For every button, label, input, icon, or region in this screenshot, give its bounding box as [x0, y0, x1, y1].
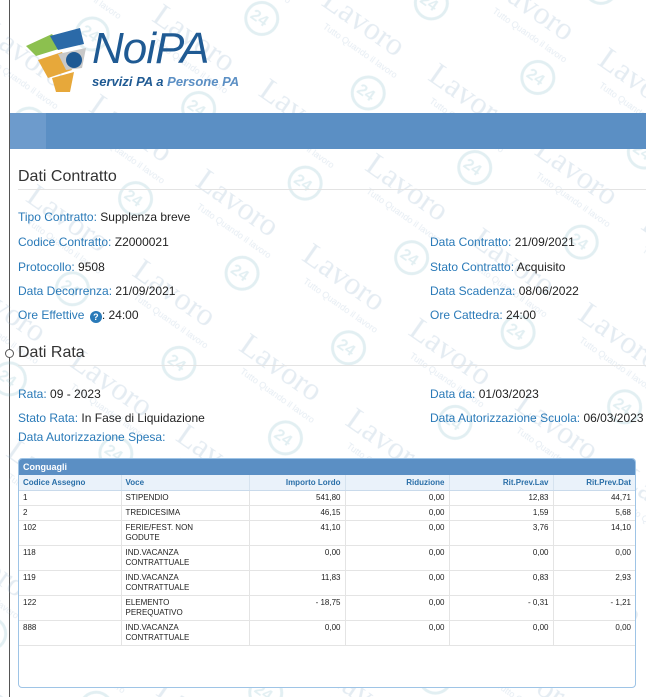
column-header-codice[interactable]: Codice Assegno: [19, 475, 121, 491]
cell-voce: IND.VACANZA CONTRATTUALE: [121, 546, 249, 571]
cell-rit-lav: 12,83: [449, 491, 553, 506]
cell-voce: FERIE/FEST. NON GODUTE: [121, 521, 249, 546]
cell-rit-dat: 44,71: [553, 491, 635, 506]
data-scadenza-field: Data Scadenza: 08/06/2022: [430, 284, 579, 298]
help-icon[interactable]: ?: [90, 311, 102, 323]
conguagli-table: [19, 475, 635, 646]
stato-rata-field: Stato Rata: In Fase di Liquidazione: [18, 411, 205, 425]
cell-codice: 122: [19, 596, 121, 621]
table-header-row: [19, 475, 635, 491]
noipa-logo-mark: [22, 26, 92, 96]
cell-rit-dat: - 1,21: [553, 596, 635, 621]
column-header-voce[interactable]: Voce: [121, 475, 249, 491]
logo-tagline: servizi PA a Persone PA: [92, 74, 240, 89]
cell-importo: 41,10: [249, 521, 345, 546]
cell-rit-lav: - 0,31: [449, 596, 553, 621]
column-header-riduzione[interactable]: Riduzione: [345, 475, 449, 491]
protocollo-field: Protocollo: 9508: [18, 260, 105, 274]
frame-marker: [5, 349, 14, 358]
cell-codice: 118: [19, 546, 121, 571]
cell-riduzione: 0,00: [345, 546, 449, 571]
data-aut-scuola-field: Data Autorizzazione Scuola: 06/03/2023: [430, 411, 644, 425]
rata-section-title: Dati Rata: [18, 344, 85, 361]
cell-rit-dat: 5,68: [553, 506, 635, 521]
data-aut-spesa-field: Data Autorizzazione Spesa:: [18, 430, 166, 444]
codice-contratto-field: Codice Contratto: Z2000021: [18, 235, 169, 249]
noipa-logo[interactable]: [22, 22, 262, 102]
header-banner: [10, 113, 646, 149]
conguagli-title: Conguagli: [19, 459, 635, 475]
cell-importo: - 18,75: [249, 596, 345, 621]
ore-cattedra-field: Ore Cattedra: 24:00: [430, 308, 537, 322]
data-da-field: Data da: 01/03/2023: [430, 387, 539, 401]
cell-codice: 102: [19, 521, 121, 546]
cell-rit-lav: 1,59: [449, 506, 553, 521]
cell-riduzione: 0,00: [345, 571, 449, 596]
rata-field: Rata: 09 - 2023: [18, 387, 101, 401]
stato-contratto-field: Stato Contratto: Acquisito: [430, 260, 566, 274]
cell-rit-lav: 3,76: [449, 521, 553, 546]
cell-riduzione: 0,00: [345, 506, 449, 521]
section-divider: [18, 365, 646, 366]
cell-voce: ELEMENTO PEREQUATIVO: [121, 596, 249, 621]
tipo-contratto-field: Tipo Contratto: Supplenza breve: [18, 210, 191, 224]
cell-rit-lav: 0,00: [449, 621, 553, 646]
cell-codice: 119: [19, 571, 121, 596]
cell-codice: 1: [19, 491, 121, 506]
cell-voce: STIPENDIO: [121, 491, 249, 506]
cell-importo: 0,00: [249, 621, 345, 646]
conguagli-panel: [18, 458, 636, 688]
cell-rit-dat: 0,00: [553, 546, 635, 571]
table-row: [19, 571, 635, 596]
cell-voce: IND.VACANZA CONTRATTUALE: [121, 571, 249, 596]
cell-rit-dat: 14,10: [553, 521, 635, 546]
cell-codice: 2: [19, 506, 121, 521]
contract-section-title: Dati Contratto: [18, 168, 117, 185]
cell-voce: IND.VACANZA CONTRATTUALE: [121, 621, 249, 646]
cell-importo: 11,83: [249, 571, 345, 596]
cell-riduzione: 0,00: [345, 621, 449, 646]
column-header-rit-dat[interactable]: Rit.Prev.Dat: [553, 475, 635, 491]
cell-riduzione: 0,00: [345, 521, 449, 546]
cell-rit-dat: 2,93: [553, 571, 635, 596]
table-row: [19, 621, 635, 646]
cell-riduzione: 0,00: [345, 491, 449, 506]
table-row: [19, 506, 635, 521]
cell-importo: 46,15: [249, 506, 345, 521]
cell-rit-lav: 0,00: [449, 546, 553, 571]
cell-rit-lav: 0,83: [449, 571, 553, 596]
cell-riduzione: 0,00: [345, 596, 449, 621]
table-row: [19, 546, 635, 571]
logo-wordmark: NoiPA: [92, 24, 209, 73]
section-divider: [18, 189, 646, 190]
column-header-rit-lav[interactable]: Rit.Prev.Lav: [449, 475, 553, 491]
cell-importo: 0,00: [249, 546, 345, 571]
data-decorrenza-field: Data Decorrenza: 21/09/2021: [18, 284, 176, 298]
column-header-importo[interactable]: Importo Lordo: [249, 475, 345, 491]
cell-importo: 541,80: [249, 491, 345, 506]
table-row: [19, 521, 635, 546]
table-row: [19, 596, 635, 621]
cell-rit-dat: 0,00: [553, 621, 635, 646]
ore-effettive-field: Ore Effettive ? : 24:00: [18, 308, 139, 322]
table-row: [19, 491, 635, 506]
data-contratto-field: Data Contratto: 21/09/2021: [430, 235, 575, 249]
cell-voce: TREDICESIMA: [121, 506, 249, 521]
cell-codice: 888: [19, 621, 121, 646]
